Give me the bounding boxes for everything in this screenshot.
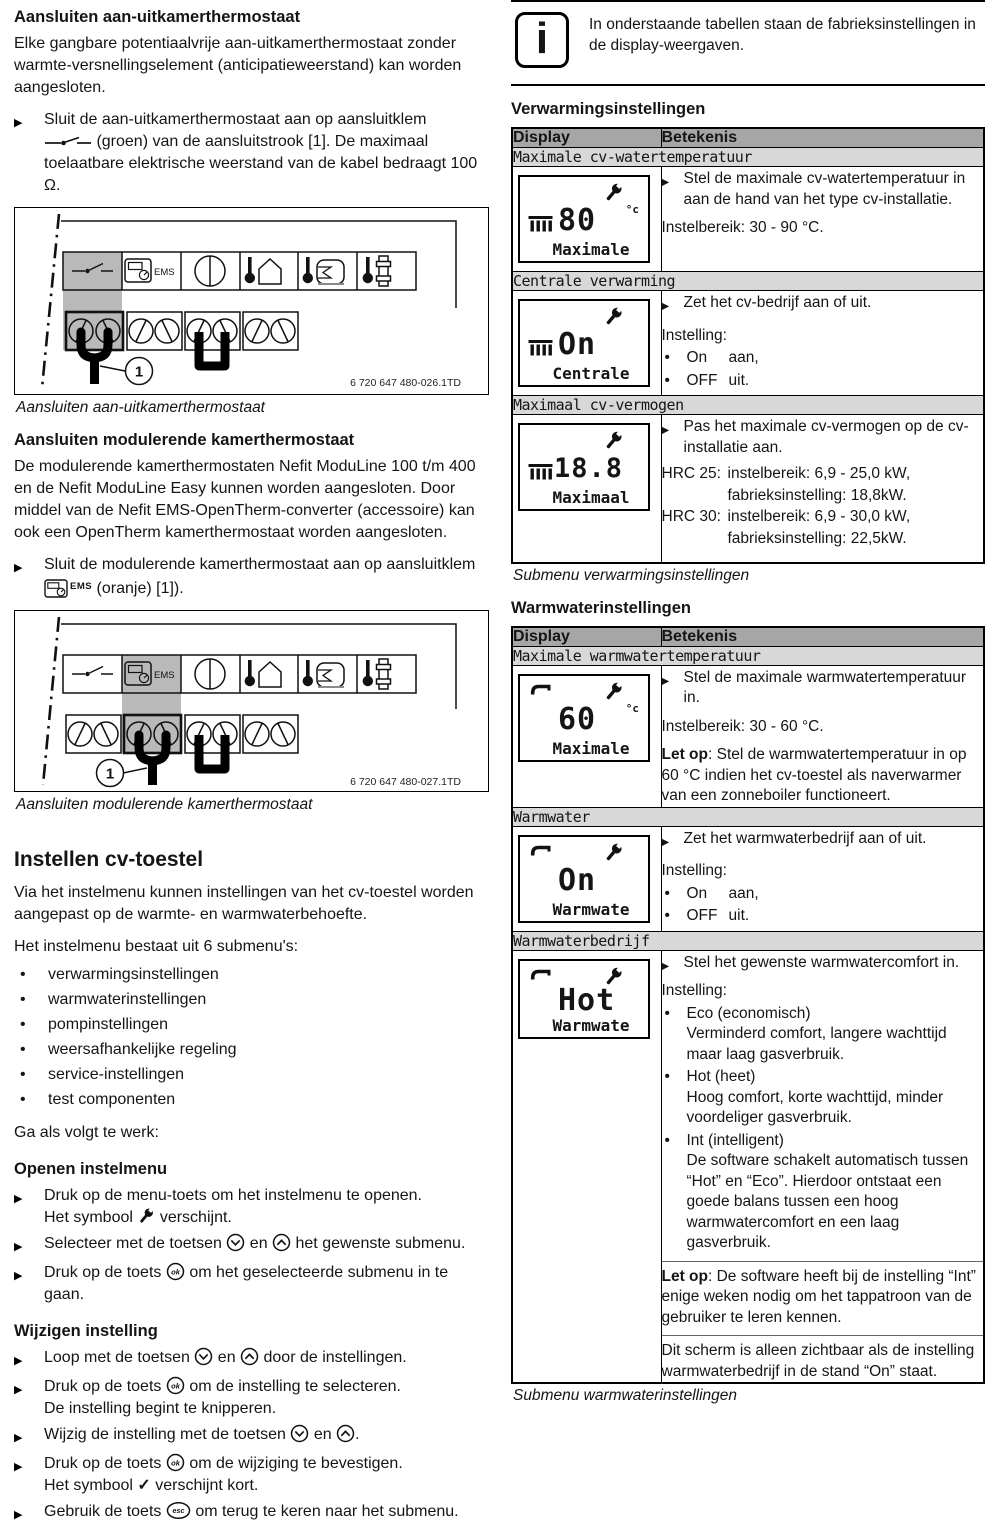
radiator-icon (528, 464, 553, 481)
instruction-bullet (14, 1501, 489, 1526)
display-cell (512, 826, 661, 931)
bullet-text: Stel het gewenste warmwatercomfort in. (683, 953, 960, 971)
column-header-display: Display (512, 627, 661, 647)
triangle-bullet-icon: ▶ (14, 1355, 23, 1367)
checkmark-icon: ✓ (137, 1477, 151, 1494)
table-row (512, 665, 984, 807)
bullet-text-pre: Sluit de aan-uitkamerthermostaat aan op aansluitklem (44, 111, 427, 128)
callout-leader-line (100, 366, 125, 371)
bullet-text-mid: en (313, 1426, 332, 1443)
bullet-text (44, 1424, 489, 1449)
instruction-bullet (662, 829, 984, 854)
submenu-title-cell: Warmwaterbedrijf (512, 931, 984, 950)
triangle-bullet-icon: ▶ (14, 1509, 23, 1521)
bullet-text-post: (groen) van de aansluitstrook [1]. De maximaal toelaatbare elektrische weerstand van de kabel bedraagt 100 Ω. (44, 133, 478, 194)
option-desc: aan, (728, 349, 759, 366)
bullet-dot: • (664, 1131, 670, 1149)
table-row (512, 950, 984, 1383)
lcd-label: Warmwate (552, 899, 630, 919)
figure-modulating-thermostat (14, 610, 489, 792)
bullet-text: Zet het cv-bedrijf aan of uit. (683, 294, 872, 311)
paragraph: Instelbereik: 30 - 90 °C. (661, 219, 824, 236)
callout-leader-line (123, 768, 147, 773)
triangle-bullet-icon: ▶ (14, 1432, 23, 1444)
bullet-dot: • (664, 1068, 670, 1085)
mode-body (687, 1067, 984, 1129)
bullet-dot: • (664, 884, 670, 902)
triangle-bullet-icon: ▶ (14, 562, 23, 574)
bullet-text-mid: en (249, 1235, 268, 1252)
bullet-dot: • (20, 1041, 26, 1058)
instruction-bullet (14, 1262, 489, 1306)
triangle-bullet-icon: ▶ (661, 177, 670, 188)
list-item (14, 1062, 489, 1087)
note-text: : Stel de warmwatertemperatuur in op 60 °C indien het cv-toestel als naverwarmer van een zonneboiler functioneert. (661, 746, 967, 804)
spec-value: fabrieksinstelling: 18,8kW. (727, 486, 907, 504)
list-item-label: verwarmingsinstellingen (48, 966, 219, 983)
paragraph: Elke gangbare potentiaalvrije aan-uitkamerthermostaat zonder warmte-versnellingselement (anticipatieweerstand) kan worden aangesloten. (14, 35, 462, 96)
mode-desc: De software schakelt automatisch tussen “Hot” en “Eco”. Hierdoor ontstaat een goede balans tussen een hoog warmwatercomfort en een laag gasverbruik. (686, 1152, 969, 1251)
bullet-dot: • (664, 1004, 670, 1022)
spec-value: instelbereik: 6,9 - 30,0 kW, (727, 508, 911, 525)
instruction-bullet (662, 953, 984, 978)
list-item (14, 1087, 489, 1112)
lcd-value: On (558, 862, 597, 898)
instruction-bullet (662, 417, 984, 458)
lcd-label: Centrale (552, 364, 630, 383)
bullet-text-pre: Het symbool (44, 1477, 133, 1494)
cylinder-sensor-icon (303, 660, 344, 687)
lcd-value: 80 (558, 203, 597, 238)
submenu-title-cell: Maximale warmwatertemperatuur (512, 646, 984, 665)
tap-icon (528, 968, 553, 986)
flow-sensor-icon (363, 256, 391, 286)
bullet-text-pre: Druk op de toets (44, 1378, 162, 1395)
table-row (512, 826, 984, 931)
ems-label: EMS (154, 267, 175, 278)
table-header-row (512, 128, 984, 148)
bullet-dot: • (20, 1016, 26, 1033)
cylinder-sensor-icon (303, 257, 344, 284)
wrench-icon (603, 306, 624, 327)
bullet-text-post: het gewenste submenu. (295, 1235, 466, 1252)
outdoor-sensor-icon (245, 660, 281, 687)
figure-caption: Aansluiten modulerende kamerthermostaat (16, 796, 313, 813)
switch-contact-icon (44, 135, 92, 148)
wrench-icon (603, 681, 624, 702)
lcd-display (518, 674, 650, 762)
table-caption: Submenu warmwaterinstellingen (513, 1387, 738, 1404)
radiator-icon (528, 216, 553, 233)
lcd-display (518, 835, 650, 923)
note-paragraph (662, 1261, 984, 1329)
bullet-text-post: verschijnt kort. (155, 1477, 259, 1494)
wiring-diagram-onoff (15, 208, 487, 394)
enclosure-outline (61, 624, 456, 709)
paragraph: Instelling: (661, 982, 727, 999)
boiler-boundary-dashdot-line (42, 214, 59, 388)
mode-body (687, 1131, 984, 1254)
meaning-cell (661, 826, 984, 931)
lcd-display (518, 299, 650, 387)
table-caption: Submenu verwarmingsinstellingen (513, 566, 750, 584)
paragraph: Ga als volgt te werk: (14, 1124, 159, 1141)
esc-key-icon (166, 1501, 191, 1520)
bullet-text-pre: Het symbool (44, 1209, 133, 1226)
triangle-bullet-icon: ▶ (661, 675, 670, 687)
lcd-display (518, 423, 650, 511)
bullet-text: Stel de maximale cv-watertemperatuur in aan de hand van het type cv-installatie. (683, 170, 966, 208)
meaning-cell (661, 665, 984, 807)
table-row (512, 167, 984, 272)
subsection-heading: Openen instelmenu (14, 1160, 168, 1178)
triangle-bullet-icon: ▶ (14, 1193, 23, 1205)
bullet-dot: • (20, 1091, 26, 1108)
option-desc: uit. (728, 371, 750, 389)
instruction-bullet (14, 1347, 489, 1372)
submenu-list (14, 962, 489, 1112)
ems-thermostat-icon (125, 259, 175, 282)
paragraph: De modulerende kamerthermostaten Nefit ModuLine 100 t/m 400 en de Nefit ModuLine Easy kunnen worden aangesloten. Door middel van de Nefit EMS-OpenTherm-converter (accessoire) kan ook een OpenTherm kamerthermostaat worden aangesloten. (14, 458, 476, 541)
arrow-down-key-icon (226, 1233, 245, 1252)
bullet-text-post: verschijnt. (159, 1209, 232, 1226)
triangle-bullet-icon: ▶ (14, 1270, 23, 1282)
radiator-icon (528, 340, 553, 357)
tap-icon (528, 844, 553, 862)
bullet-text-pre: Loop met de toetsen (44, 1349, 190, 1366)
note-label: Let op (661, 1267, 708, 1285)
figure-number: 6 720 647 480-027.1TD (350, 776, 461, 788)
section-heading: Aansluiten aan-uitkamerthermostaat (14, 8, 301, 26)
bullet-text-post: door de instellingen. (263, 1349, 407, 1366)
submenu-title-cell: Warmwater (512, 807, 984, 826)
submenu-title-cell: Maximale cv-watertemperatuur (512, 148, 984, 167)
note-text: : De software heeft bij de instelling “Int” enige weken nodig om het tappatroon van de gebruiker te leren kennen. (661, 1267, 976, 1326)
instruction-bullet (662, 293, 984, 318)
wrench-icon (137, 1207, 155, 1225)
lcd-label: Warmwate (552, 1015, 630, 1035)
instruction-bullet (662, 169, 984, 210)
triangle-bullet-icon: ▶ (14, 1384, 23, 1396)
instruction-bullet (14, 554, 489, 600)
paragraph: Instelbereik: 30 - 60 °C. (661, 717, 824, 735)
instruction-bullet (14, 1424, 489, 1449)
spec-spacer (662, 529, 728, 550)
bullet-dot: • (20, 991, 26, 1008)
table-header-row (512, 627, 984, 647)
mode-item (662, 1131, 984, 1254)
info-icon: i (515, 12, 569, 68)
bullet-text-mid: en (217, 1349, 236, 1366)
table-section-heading: Verwarmingsinstellingen (511, 100, 706, 118)
column-header-meaning: Betekenis (661, 627, 984, 647)
wrench-icon (603, 842, 624, 863)
ok-key-icon (166, 1453, 185, 1472)
mode-name: Int (intelligent) (686, 1131, 784, 1149)
figure-number: 6 720 647 480-026.1TD (350, 377, 461, 389)
meaning-cell (661, 950, 984, 1383)
lcd-display (518, 959, 650, 1039)
lcd-unit: °c (625, 701, 639, 715)
table-row (512, 396, 984, 415)
option-term: On (686, 349, 708, 366)
ok-key-icon (166, 1262, 185, 1281)
bullet-text (44, 109, 489, 197)
pump-icon (195, 659, 225, 689)
bullet-text-post: (oranje) [1]). (96, 580, 184, 597)
instruction-bullet (14, 1233, 489, 1258)
mode-body (687, 1004, 984, 1066)
mode-item (662, 1004, 984, 1066)
paragraph: Via het instelmenu kunnen instellingen van het cv-toestel worden aangepast op de warmte- en warmwaterbehoefte. (14, 884, 474, 923)
spec-value: fabrieksinstelling: 22,5kW. (727, 529, 907, 547)
instruction-bullet (14, 109, 489, 197)
bullet-text-pre: Gebruik de toets (44, 1503, 162, 1520)
paragraph: Instelling: (661, 326, 727, 344)
ems-label: EMS (154, 670, 175, 681)
wiring-diagram-modulating (15, 611, 487, 791)
right-column (497, 0, 994, 1426)
instruction-bullet (662, 668, 984, 709)
triangle-bullet-icon: ▶ (661, 301, 670, 312)
note-paragraph (662, 745, 984, 807)
mode-desc: Hoog comfort, korte wachttijd, minder voordeliger gasverbruik. (686, 1088, 944, 1126)
display-cell (512, 665, 661, 807)
bullet-text (44, 1376, 489, 1420)
paragraph: Instelling: (661, 862, 727, 879)
option-row (662, 348, 984, 369)
list-item-label: warmwaterinstellingen (48, 991, 207, 1008)
bullet-text-pre: Wijzig de instelling met de toetsen (44, 1426, 286, 1443)
info-text: In onderstaande tabellen staan de fabrieksinstellingen in de display-weergaven. (589, 16, 976, 54)
list-item-label: service-instellingen (48, 1066, 185, 1083)
bullet-text-post: . (355, 1426, 360, 1443)
display-cell (512, 167, 661, 272)
bullet-text (44, 1262, 489, 1306)
spec-label: HRC 25: (661, 465, 721, 482)
hot-water-settings-table (511, 626, 985, 1385)
option-desc: aan, (728, 884, 759, 902)
subsection-heading: Wijzigen instelling (14, 1322, 158, 1340)
bullet-text-line: Druk op de menu-toets om het instelmenu te openen. (44, 1187, 422, 1204)
table-row (512, 272, 984, 291)
bullet-text-post: om het geselecteerde submenu in te gaan. (44, 1264, 449, 1303)
mode-name: Hot (heet) (686, 1068, 756, 1085)
option-row (662, 371, 984, 392)
mode-name: Eco (economisch) (686, 1004, 811, 1022)
bullet-text-pre: Druk op de toets (44, 1455, 162, 1472)
submenu-title-cell: Maximaal cv-vermogen (512, 396, 984, 415)
instruction-bullet (14, 1453, 489, 1497)
spec-value: instelbereik: 6,9 - 25,0 kW, (727, 465, 911, 482)
option-term: On (686, 884, 708, 902)
ok-key-label: ok (170, 1381, 180, 1391)
bullet-text-post: om de instelling te selecteren. (189, 1378, 401, 1395)
arrow-down-key-icon (290, 1424, 309, 1443)
bullet-text-pre: Sluit de modulerende kamerthermostaat aan op aansluitklem (44, 556, 476, 573)
callout-number: 1 (134, 363, 144, 381)
callout-number: 1 (105, 765, 115, 783)
lcd-unit: °c (625, 203, 639, 216)
arrow-down-key-icon (194, 1347, 213, 1366)
triangle-bullet-icon: ▶ (661, 425, 670, 436)
arrow-up-key-icon (240, 1347, 259, 1366)
wrench-icon (603, 430, 624, 451)
triangle-bullet-icon: ▶ (14, 1461, 23, 1473)
bullet-text: Zet het warmwaterbedrijf aan of uit. (683, 829, 927, 847)
bullet-dot: • (20, 1066, 26, 1083)
left-column (0, 0, 497, 1521)
submenu-title-cell: Centrale verwarming (512, 272, 984, 291)
lcd-label: Maximaal (552, 488, 630, 507)
mode-item (662, 1067, 984, 1129)
table-row (512, 646, 984, 665)
list-item (14, 962, 489, 987)
bullet-text-pre: Selecteer met de toetsen (44, 1235, 222, 1252)
lcd-label: Maximale (552, 738, 630, 758)
note-paragraph: Dit scherm is alleen zichtbaar als de instelling warmwaterbedrijf in de stand “On” staat. (662, 1335, 984, 1382)
bullet-text (44, 1453, 489, 1497)
ok-key-label: ok (170, 1267, 180, 1277)
ok-key-icon (166, 1376, 185, 1395)
option-desc: uit. (728, 907, 750, 924)
outdoor-sensor-icon (245, 257, 281, 284)
spec-spacer (662, 486, 728, 507)
pump-icon (195, 256, 225, 286)
lcd-value: Hot (558, 982, 616, 1018)
arrow-up-key-icon (272, 1233, 291, 1252)
switch-contact-icon (72, 667, 113, 677)
info-note (511, 0, 985, 86)
table-section-heading: Warmwaterinstellingen (511, 598, 692, 617)
table-row (512, 931, 984, 950)
spec-label: HRC 30: (661, 508, 721, 525)
bullet-text: Pas het maximale cv-vermogen op de cv-installatie aan. (683, 418, 969, 456)
option-row (662, 884, 984, 905)
heating-settings-table (511, 127, 985, 564)
bullet-text (44, 1233, 489, 1258)
list-item-label: test componenten (48, 1091, 176, 1108)
table-row (512, 291, 984, 396)
option-term: OFF (686, 907, 718, 924)
display-cell (512, 415, 661, 563)
bullet-text (44, 1501, 489, 1526)
bullet-text-post: om de wijziging te bevestigen. (189, 1455, 403, 1472)
meaning-cell (661, 291, 984, 396)
figure-caption: Aansluiten aan-uitkamerthermostaat (16, 399, 265, 416)
bullet-text (44, 554, 489, 600)
column-header-display: Display (512, 128, 661, 148)
lcd-value: 18.8 (554, 453, 624, 484)
bullet-text-line: De instelling begint te knipperen. (44, 1400, 277, 1417)
triangle-bullet-icon: ▶ (14, 1241, 23, 1253)
list-item (14, 1037, 489, 1062)
spec-grid (662, 464, 984, 549)
ems-terminal-icon (44, 579, 70, 599)
bullet-text (44, 1347, 489, 1372)
ok-key-label: ok (170, 1458, 180, 1468)
flow-sensor-icon (363, 659, 391, 689)
list-item (14, 987, 489, 1012)
bullet-text-post: om terug te keren naar het submenu. (195, 1503, 459, 1520)
column-header-meaning: Betekenis (661, 128, 984, 148)
lcd-label: Maximale (552, 240, 630, 259)
table-row (512, 415, 984, 563)
arrow-up-key-icon (336, 1424, 355, 1443)
bullet-dot: • (664, 907, 670, 924)
boiler-boundary-dashdot-line (43, 617, 59, 785)
paragraph: Het instelmenu bestaat uit 6 submenu's: (14, 938, 299, 955)
bullet-text-pre: Druk op de toets (44, 1264, 162, 1281)
figure-onoff-thermostat (14, 207, 489, 395)
wrench-icon (603, 182, 624, 203)
section-heading: Aansluiten modulerende kamerthermostaat (14, 431, 355, 449)
triangle-bullet-icon: ▶ (14, 117, 23, 129)
note-label: Let op (661, 746, 708, 763)
lcd-value: 60 (558, 701, 597, 737)
bullet-text (44, 1185, 489, 1229)
meaning-cell (661, 415, 984, 563)
bullet-dot: • (20, 966, 26, 983)
bullet-dot: • (664, 349, 670, 366)
list-item (14, 1012, 489, 1037)
option-term: OFF (686, 371, 718, 389)
bullet-dot: • (664, 371, 670, 389)
chapter-heading: Instellen cv-toestel (14, 848, 204, 871)
triangle-bullet-icon: ▶ (661, 836, 670, 848)
triangle-bullet-icon: ▶ (661, 960, 670, 972)
list-item-label: pompinstellingen (48, 1016, 169, 1033)
lcd-display (518, 175, 650, 263)
instruction-bullet (14, 1185, 489, 1229)
list-item-label: weersafhankelijke regeling (48, 1041, 237, 1058)
lcd-value: On (558, 327, 597, 362)
table-row (512, 807, 984, 826)
ems-label: EMS (70, 581, 93, 592)
instruction-bullet (14, 1376, 489, 1420)
display-cell (512, 950, 661, 1383)
table-row (512, 148, 984, 167)
display-cell (512, 291, 661, 396)
option-row (662, 906, 984, 927)
bullet-text: Stel de maximale warmwatertemperatuur in. (683, 668, 967, 706)
tap-icon (528, 683, 553, 701)
mode-desc: Verminderd comfort, langere wachttijd maar laag gasverbruik. (686, 1025, 947, 1063)
esc-key-label: esc (172, 1507, 185, 1516)
meaning-cell (661, 167, 984, 272)
